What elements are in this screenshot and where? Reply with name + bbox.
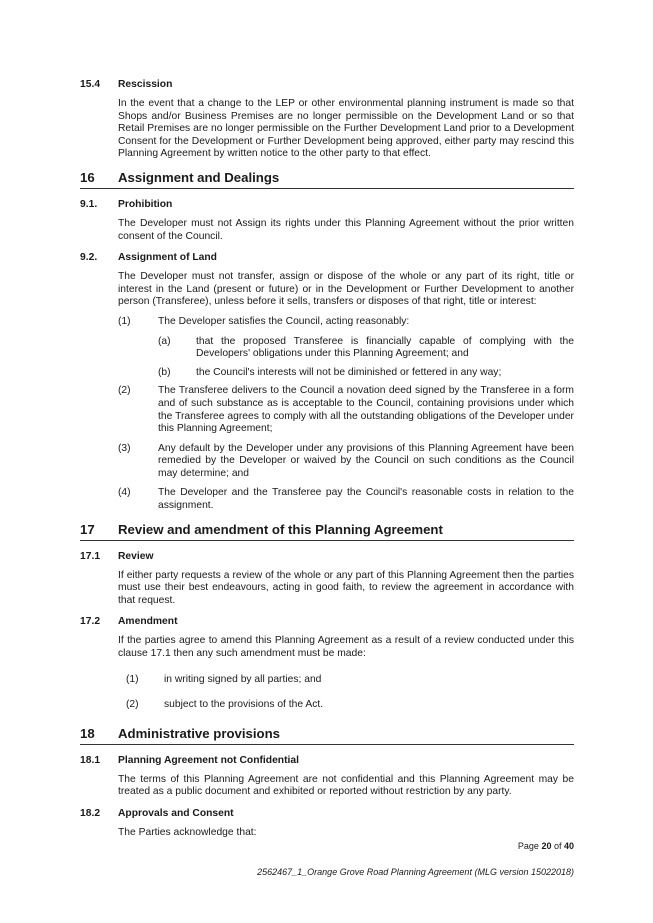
clause-number: 17.1 bbox=[80, 550, 101, 562]
clause-heading: Rescission bbox=[118, 79, 173, 90]
section-number: 17 bbox=[80, 521, 95, 537]
clause-paragraph: The Parties acknowledge that: bbox=[118, 827, 257, 838]
clause-paragraph: The terms of this Planning Agreement are not confidential and this Planning Agreement may be treated as a public document and exhibited or reported without restriction by any party. bbox=[118, 773, 574, 798]
list-item-text: Any default by the Developer under any provisions of this Planning Agreement have been remedied by the Developer or waived by the Council on such conditions as the Council may determine; and bbox=[158, 442, 574, 479]
list-item-number: (1) bbox=[118, 315, 131, 327]
clause-number: 18.2 bbox=[80, 808, 101, 819]
list-item-text: subject to the provisions of the Act. bbox=[164, 699, 324, 711]
section-heading bbox=[80, 521, 574, 541]
list-item bbox=[118, 674, 574, 687]
clause-heading: Review bbox=[118, 550, 154, 562]
clause-heading: Prohibition bbox=[118, 198, 173, 210]
list-item-number: (2) bbox=[118, 385, 131, 397]
clause-heading: Amendment bbox=[118, 616, 178, 628]
clause-list bbox=[118, 674, 574, 712]
list-item bbox=[118, 443, 574, 481]
list-item-number: (1) bbox=[126, 673, 139, 685]
clause-paragraph: If the parties agree to amend this Planning Agreement as a result of a review conducted under this clause 17.1 then any such amendment must be made: bbox=[118, 635, 574, 660]
list-item-number: (2) bbox=[126, 699, 139, 711]
clause-number: 9.1. bbox=[80, 198, 98, 210]
list-item bbox=[118, 699, 574, 712]
clause-number: 9.2. bbox=[80, 252, 98, 264]
clause bbox=[80, 78, 574, 161]
section-title: Review and amendment of this Planning Agreement bbox=[118, 521, 443, 537]
clause-number: 17.2 bbox=[80, 616, 101, 628]
list-item-text: The Developer satisfies the Council, acting reasonably: bbox=[158, 315, 410, 327]
list-item-number: (4) bbox=[118, 487, 131, 499]
page-total: 40 bbox=[563, 841, 574, 851]
list-item bbox=[118, 385, 574, 435]
clause-number: 15.4 bbox=[80, 79, 101, 90]
clause-paragraph: The Developer must not Assign its rights under this Planning Agreement without the prior written consent of the Council. bbox=[118, 217, 574, 242]
clause-number: 18.1 bbox=[80, 754, 101, 766]
page-current: 20 bbox=[541, 841, 552, 851]
clause-heading: Planning Agreement not Confidential bbox=[118, 754, 299, 766]
clause bbox=[80, 807, 574, 840]
list-item-text: The Developer and the Transferee pay the Council's reasonable costs in relation to the assignment. bbox=[158, 487, 574, 512]
list-item-text: in writing signed by all parties; and bbox=[164, 673, 322, 685]
clause-paragraph: The Developer must not transfer, assign or dispose of the whole or any part of its right, title or interest in the Land (present or future) or in the Development or Further Development to another person (Transferee), unless before it sells, transfers or disposes of that right, title or interest: bbox=[118, 271, 574, 308]
clause bbox=[80, 198, 574, 243]
document-reference: 2562467_1_Orange Grove Road Planning Agreement (MLG version 15022018) bbox=[257, 867, 574, 877]
section-title: Assignment and Dealings bbox=[118, 169, 280, 185]
sub-list-item bbox=[158, 336, 574, 361]
sub-list-item-text: that the proposed Transferee is financially capable of complying with the Developers' obligations under this Planning Agreement; and bbox=[196, 335, 574, 360]
page-prefix: Page bbox=[517, 841, 542, 851]
section-number: 16 bbox=[80, 169, 95, 185]
clause bbox=[80, 615, 574, 711]
list-item bbox=[118, 316, 574, 329]
sub-list-item-text: the Council's interests will not be diminished or fettered in any way; bbox=[196, 366, 502, 378]
clause bbox=[80, 550, 574, 608]
section-title: Administrative provisions bbox=[118, 725, 280, 741]
list-item bbox=[118, 487, 574, 512]
sub-list-item-number: (a) bbox=[158, 335, 171, 347]
section-heading bbox=[80, 169, 574, 189]
sub-list-item bbox=[158, 367, 574, 380]
sub-list-item-number: (b) bbox=[158, 366, 171, 378]
page-number bbox=[518, 841, 574, 851]
clause bbox=[80, 754, 574, 799]
clause-heading: Assignment of Land bbox=[118, 252, 217, 264]
clause-list bbox=[118, 316, 574, 513]
clause-paragraph: In the event that a change to the LEP or other environmental planning instrument is made so that Shops and/or Business Premises are no longer permissible on the Development Land or so that Retail Premises are no longer permissible on the Further Development Land prior to a Development Consent for the Development or Further Development being approved, either party may rescind this Planning Agreement by written notice to the other party to that effect. bbox=[118, 98, 574, 160]
list-item-text: The Transferee delivers to the Council a novation deed signed by the Transferee in a form and of such substance as is acceptable to the Council, containing provisions under which the Transferee agrees to comply with all the outstanding obligations of the Developer under this Planning Agreement; bbox=[158, 385, 574, 435]
document-body bbox=[80, 78, 574, 848]
section-number: 18 bbox=[80, 725, 95, 741]
page-of: of bbox=[551, 841, 564, 851]
clause-paragraph: If either party requests a review of the whole or any part of this Planning Agreement then the parties must use their best endeavours, acting in good faith, to review the agreement in accordance with that request. bbox=[118, 569, 574, 606]
clause bbox=[80, 251, 574, 513]
list-item-number: (3) bbox=[118, 442, 131, 454]
clause-heading: Approvals and Consent bbox=[118, 808, 234, 819]
section-heading bbox=[80, 725, 574, 745]
